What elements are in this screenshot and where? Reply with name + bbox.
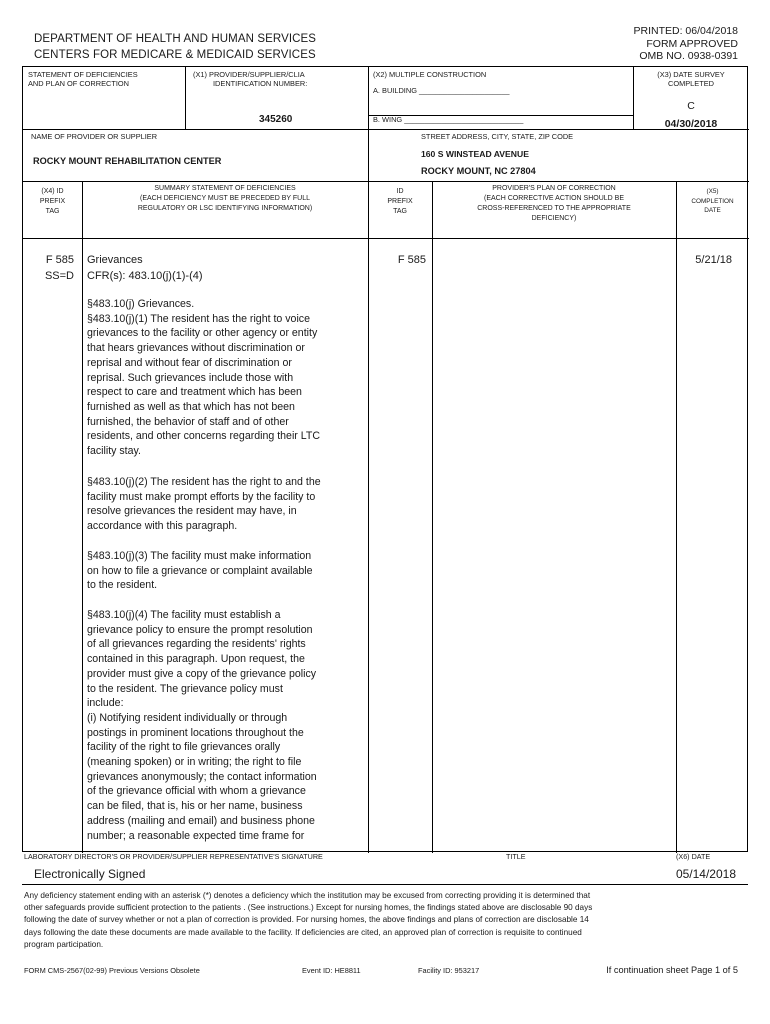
address-line2: ROCKY MOUNT, NC 27804 (421, 166, 536, 176)
wing-label: B. WING _____________________________ (373, 115, 524, 124)
id-header: ID PREFIX TAG (387, 188, 413, 215)
provider-name: ROCKY MOUNT REHABILITATION CENTER (33, 156, 222, 166)
agency-title: CENTERS FOR MEDICARE & MEDICAID SERVICES (34, 49, 316, 61)
page-number: If continuation sheet Page 1 of 5 (606, 965, 738, 975)
regulation-paragraph-4: §483.10(j)(4) The facility must establish a grievance policy to ensure the prompt resolution of all grievances regarding the residents' rights contained in this paragraph. Upon request, the provider must give a copy of the grievance policy to the resident. The grievance policy must include: (i) Notifying resident individually or through postings in prominent locations throughout the facility of the right to file grievances orally (meaning spoken) or in writing; the right to file grievances anonymously; the contact information of the grievance official with whom a grievance can be filed, that is, his or her name, business address (mailing and email) and business phone number; a reasonable expected time frame for (87, 609, 317, 842)
title-label: TITLE (506, 852, 526, 861)
building-label: A. BUILDING ______________________ (373, 86, 510, 95)
disclosure-note: Any deficiency statement ending with an asterisk (*) denotes a deficiency which the institution may be excused from correcting providing it is determined that other safeguards provide sufficient protection to the patients . (See instructions.) Except for nursing homes, the findings stated above are disclosable 90 days following the date of survey whether or not a plan of correction is provided. For nursing homes, the above findings and plans of correction are disclosable 14 days following the date these documents are made available to the facility. If deficiencies are cited, an approved plan of correction is requisite to continued program participation. (24, 891, 593, 949)
regulation-paragraph-3: §483.10(j)(3) The facility must make information on how to file a grievance or complaint available to the resident. (87, 550, 313, 592)
statement-label: STATEMENT OF DEFICIENCIES (28, 70, 138, 79)
survey-code: C (687, 100, 695, 112)
deficiency-title: Grievances (87, 254, 143, 266)
facility-id: Facility ID: 953217 (418, 966, 480, 975)
x3-label: (X3) DATE SURVEY (657, 70, 725, 79)
deficiency-form (22, 66, 748, 852)
address-label: STREET ADDRESS, CITY, STATE, ZIP CODE (421, 132, 574, 141)
scope-severity: SS=D (44, 270, 74, 282)
x1-label-2: IDENTIFICATION NUMBER: (213, 79, 308, 88)
x3-label-2: COMPLETED (668, 79, 714, 88)
date-label: (X6) DATE (676, 852, 711, 861)
signature-label: LABORATORY DIRECTOR'S OR PROVIDER/SUPPLIER REPRESENTATIVE'S SIGNATURE (24, 852, 323, 861)
printed-date: PRINTED: 06/04/2018 (633, 25, 738, 37)
event-id: Event ID: HE8811 (302, 966, 361, 975)
form-number: FORM CMS-2567(02-99) Previous Versions Obsolete (24, 966, 200, 975)
deficiency-cfr: CFR(s): 483.10(j)(1)-(4) (87, 270, 203, 282)
completion-date: 5/21/18 (695, 254, 732, 266)
x4-header: (X4) ID PREFIX TAG (39, 188, 66, 215)
deficiency-tag: F 585 (45, 254, 74, 266)
x5-header: (X5) COMPLETION DATE (691, 188, 734, 214)
plan-header: PROVIDER'S PLAN OF CORRECTION (EACH CORRECTIVE ACTION SHOULD BE CROSS-REFERENCED TO THE APPROPRIATE DEFICIENCY) (477, 185, 631, 222)
provider-id: 345260 (259, 114, 293, 125)
signature-date: 05/14/2018 (675, 867, 736, 881)
provider-name-label: NAME OF PROVIDER OR SUPPLIER (31, 132, 158, 141)
regulation-paragraph-1: §483.10(j) Grievances. §483.10(j)(1) The resident has the right to voice grievances to the facility or other agency or entity that hears grievances without discrimination or reprisal and without fear of discrimination or reprisal. Such grievances include those with respect to care and treatment which has been furnished as well as that which has not been furnished, the behavior of staff and of other residents, and other concerns regarding their LTC facility stay. (87, 298, 320, 458)
form-approved: FORM APPROVED (646, 38, 738, 50)
omb-number: OMB NO. 0938-0391 (639, 50, 738, 62)
x2-label: (X2) MULTIPLE CONSTRUCTION (373, 70, 487, 79)
department-title: DEPARTMENT OF HEALTH AND HUMAN SERVICES (34, 33, 317, 45)
survey-date: 04/30/2018 (664, 118, 718, 130)
signature-value: Electronically Signed (34, 867, 146, 881)
summary-header: SUMMARY STATEMENT OF DEFICIENCIES (EACH DEFICIENCY MUST BE PRECEDED BY FULL REGULATORY OR LSC IDENTIFYING INFORMATION) (137, 185, 313, 212)
address-line1: 160 S WINSTEAD AVENUE (421, 149, 529, 159)
regulation-paragraph-2: §483.10(j)(2) The resident has the right to and the facility must make prompt efforts by the facility to resolve grievances the resident may have, in accordance with this paragraph. (87, 476, 321, 533)
statement-label-2: AND PLAN OF CORRECTION (28, 79, 130, 88)
plan-tag: F 585 (397, 254, 426, 266)
x1-label: (X1) PROVIDER/SUPPLIER/CLIA (193, 70, 305, 79)
